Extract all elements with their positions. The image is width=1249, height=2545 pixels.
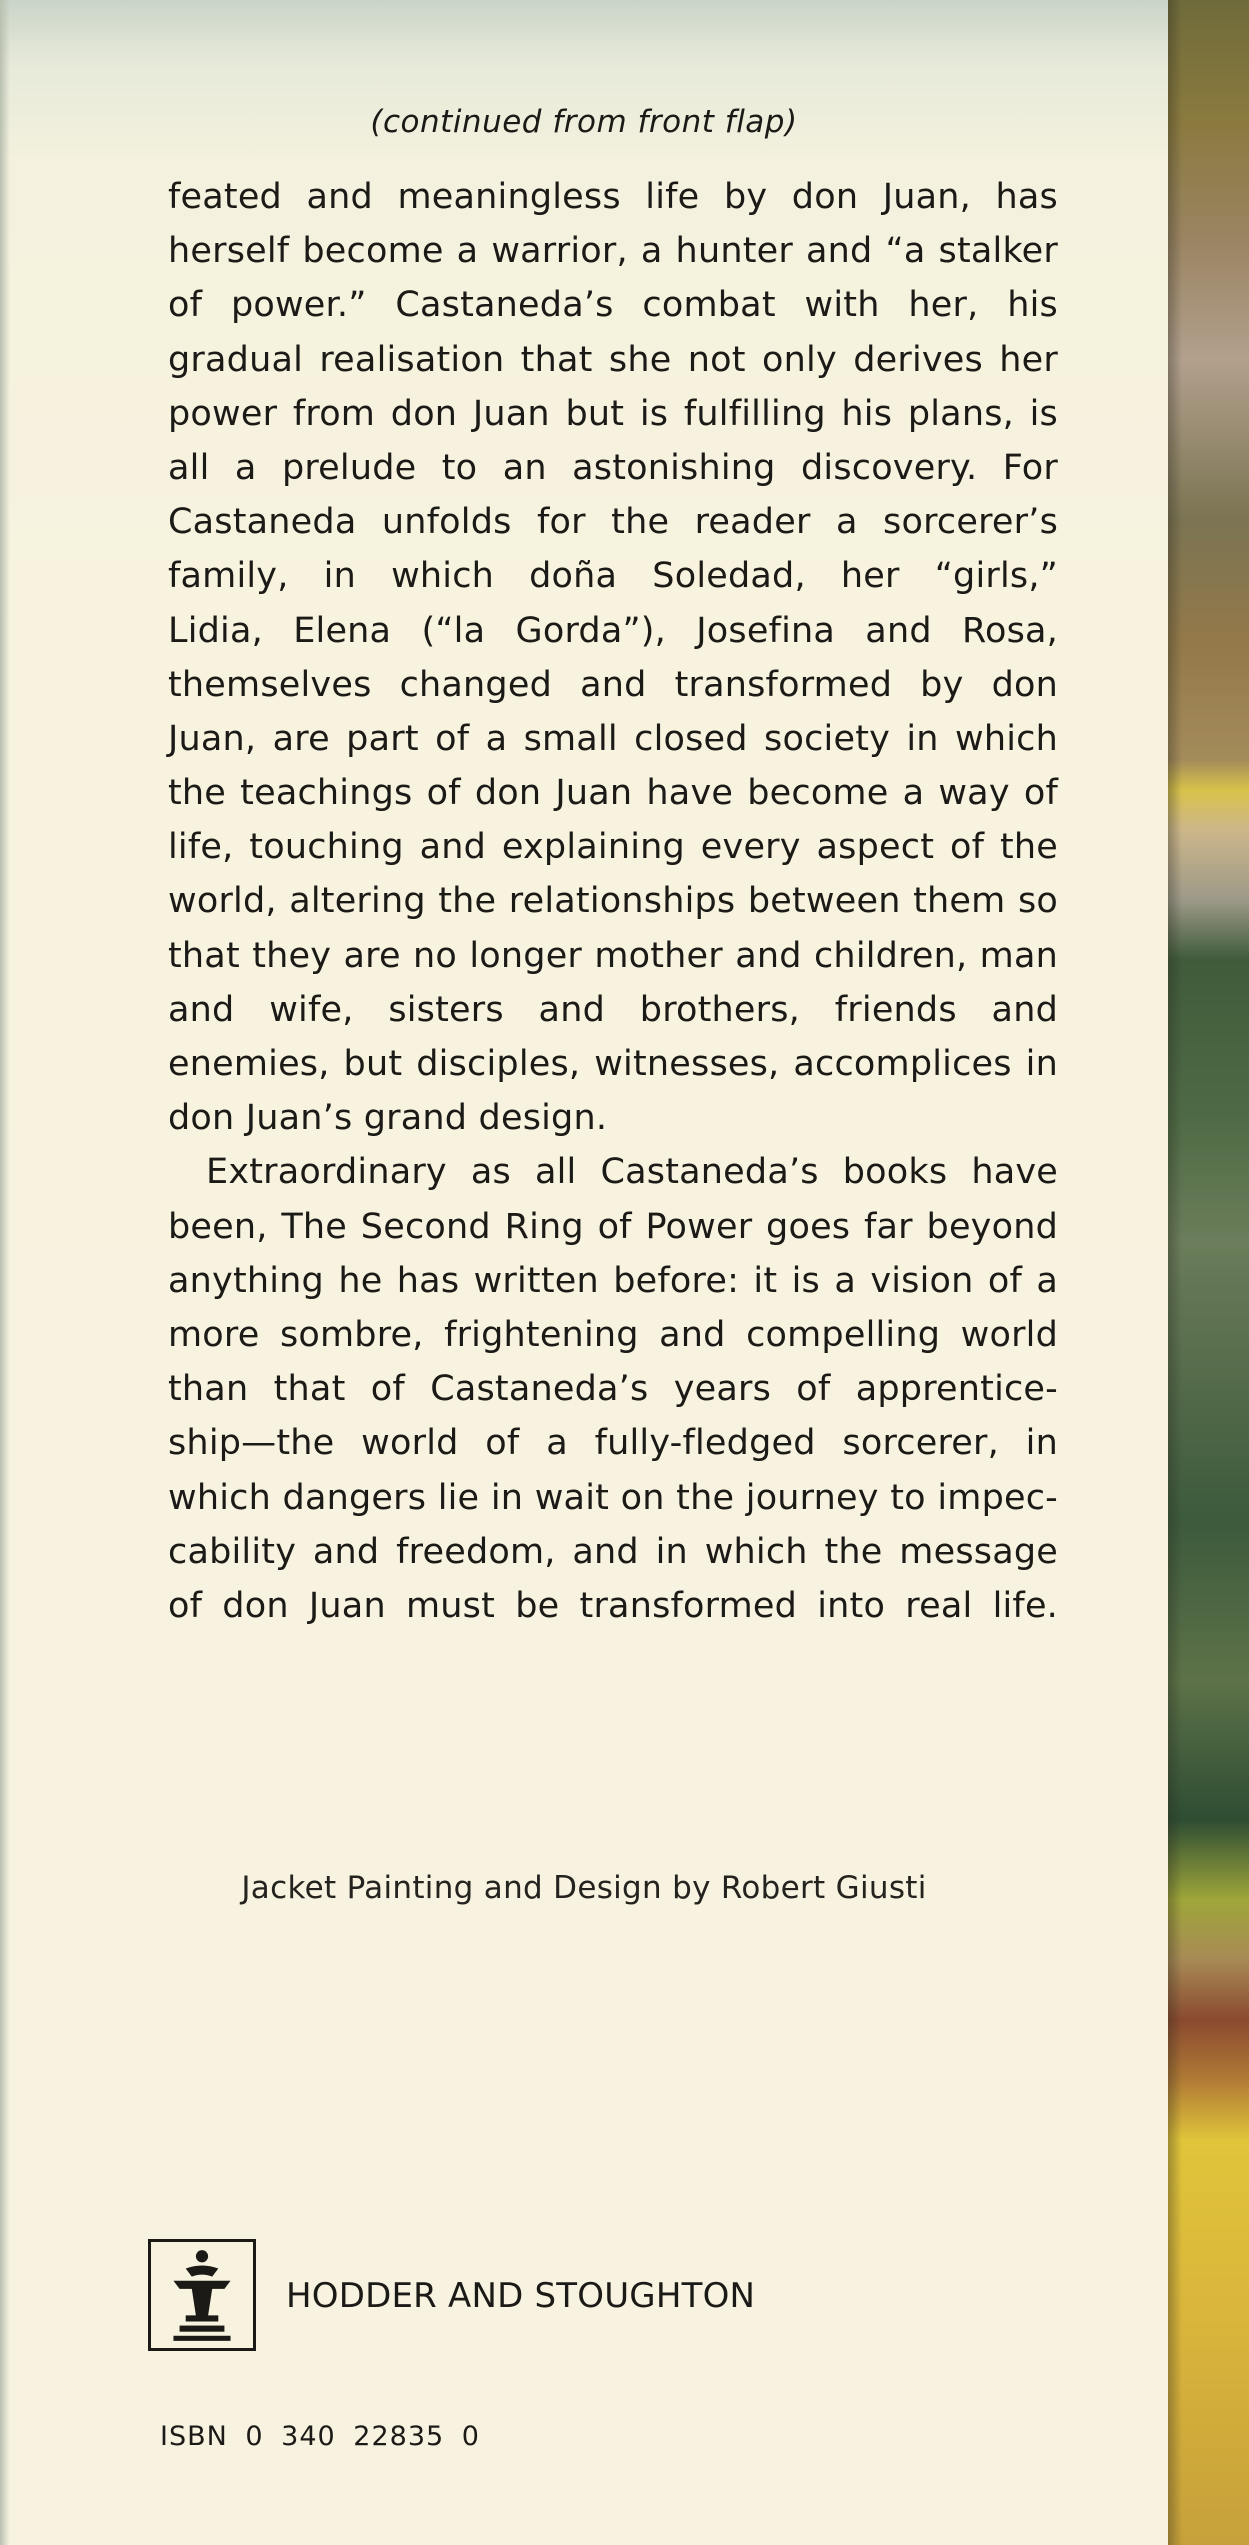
jacket-credit: Jacket Painting and Design by Robert Giusti: [241, 1870, 927, 1906]
flap-edge-shadow: [0, 0, 10, 2545]
body-line: which dangers lie in wait on the journey to impec-: [168, 1477, 1058, 1518]
body-line: themselves changed and transformed by don: [168, 664, 1058, 705]
body-line: of power.” Castaneda’s combat with her, his: [168, 285, 1058, 326]
torch-colophon-icon: [148, 2239, 256, 2351]
body-line: more sombre, frightening and compelling world: [168, 1314, 1058, 1355]
body-line: of don Juan must be transformed into real life.: [168, 1585, 1058, 1626]
body-line: Castaneda unfolds for the reader a sorcerer’s: [168, 502, 1058, 543]
publisher-name: HODDER AND STOUGHTON: [286, 2276, 756, 2316]
body-line: gradual realisation that she not only derives her: [168, 339, 1058, 380]
body-line: don Juan’s grand design.: [168, 1098, 608, 1139]
body-line: Lidia, Elena (“la Gorda”), Josefina and Rosa,: [168, 610, 1058, 651]
body-line: and wife, sisters and brothers, friends and: [168, 989, 1058, 1030]
body-line: life, touching and explaining every aspect of the: [168, 827, 1058, 868]
cover-fold-shadow: [1168, 0, 1182, 2545]
isbn-number: ISBN 0 340 22835 0: [160, 2421, 480, 2452]
continued-note: (continued from front flap): [370, 104, 798, 140]
body-line: that they are no longer mother and children, man: [168, 935, 1058, 976]
body-line: Extraordinary as all Castaneda’s books have: [206, 1152, 1058, 1193]
body-line: feated and meaningless life by don Juan, has: [168, 177, 1058, 217]
body-line: than that of Castaneda’s years of apprentice-: [168, 1369, 1058, 1410]
body-line: power from don Juan but is fulfilling his plans, is: [168, 393, 1058, 434]
body-line: world, altering the relationships between them so: [168, 881, 1058, 922]
body-line: the teachings of don Juan have become a way of: [168, 773, 1058, 814]
body-line: ship—the world of a fully-fledged sorcerer, in: [168, 1423, 1058, 1464]
body-line: Juan, are part of a small closed society in which: [168, 718, 1058, 759]
body-line: been, The Second Ring of Power goes far beyond: [168, 1206, 1058, 1247]
body-line: herself become a warrior, a hunter and “a stalker: [168, 231, 1058, 272]
body-line: cability and freedom, and in which the message: [168, 1531, 1058, 1572]
body-line: anything he has written before: it is a vision of a: [168, 1260, 1058, 1301]
body-line: family, in which doña Soledad, her “girls,”: [168, 556, 1058, 597]
body-line: enemies, but disciples, witnesses, accomplices in: [168, 1044, 1058, 1084]
body-line: all a prelude to an astonishing discovery. For: [168, 447, 1058, 488]
flap-body-text: [168, 170, 1058, 1633]
